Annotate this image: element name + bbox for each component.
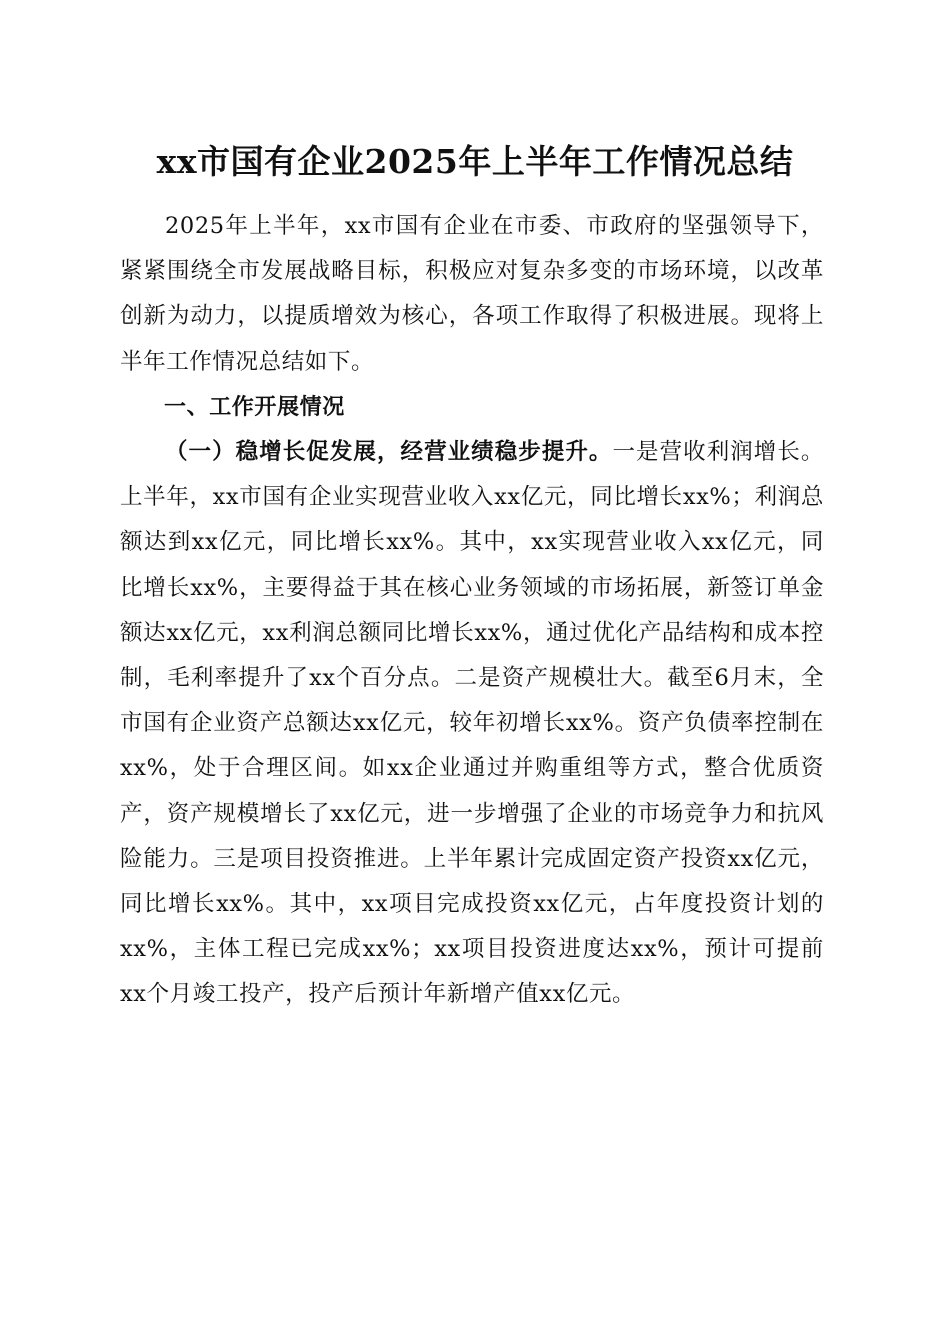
- subsection-paragraph: [120, 430, 824, 1018]
- intro-paragraph: 2025年上半年，xx市国有企业在市委、市政府的坚强领导下，紧紧围绕全市发展战略目标，积极应对复杂多变的市场环境，以改革创新为动力，以提质增效为核心，各项工作取得了积极进展。现将上半年工作情况总结如下。: [120, 213, 824, 375]
- section-heading: 一、工作开展情况: [164, 394, 345, 420]
- subsection-lead: （一）稳增长促发展，经营业绩稳步提升。: [165, 439, 613, 466]
- document-title: xx市国有企业2025年上半年工作情况总结: [156, 142, 794, 181]
- subsection-body: 一是营收利润增长。上半年，xx市国有企业实现营业收入xx亿元，同比增长xx%；利润总额达到xx亿元，同比增长xx%。其中，xx实现营业收入xx亿元，同比增长xx%，主要得益于其在核心业务领域的市场拓展，新签订单金额达xx亿元，xx利润总额同比增长xx%，通过优化产品结构和成本控制，毛利率提升了xx个百分点。二是资产规模壮大。截至6月末，全市国有企业资产总额达xx亿元，较年初增长xx%。资产负债率控制在xx%，处于合理区间。如xx企业通过并购重组等方式，整合优质资产，资产规模增长了xx亿元，进一步增强了企业的市场竞争力和抗风险能力。三是项目投资推进。上半年累计完成固定资产投资xx亿元，同比增长xx%。其中，xx项目完成投资xx亿元，占年度投资计划的xx%，主体工程已完成xx%；xx项目投资进度达xx%，预计可提前xx个月竣工投产，投产后预计年新增产值xx亿元。: [120, 439, 824, 1008]
- document-body: [120, 204, 824, 1018]
